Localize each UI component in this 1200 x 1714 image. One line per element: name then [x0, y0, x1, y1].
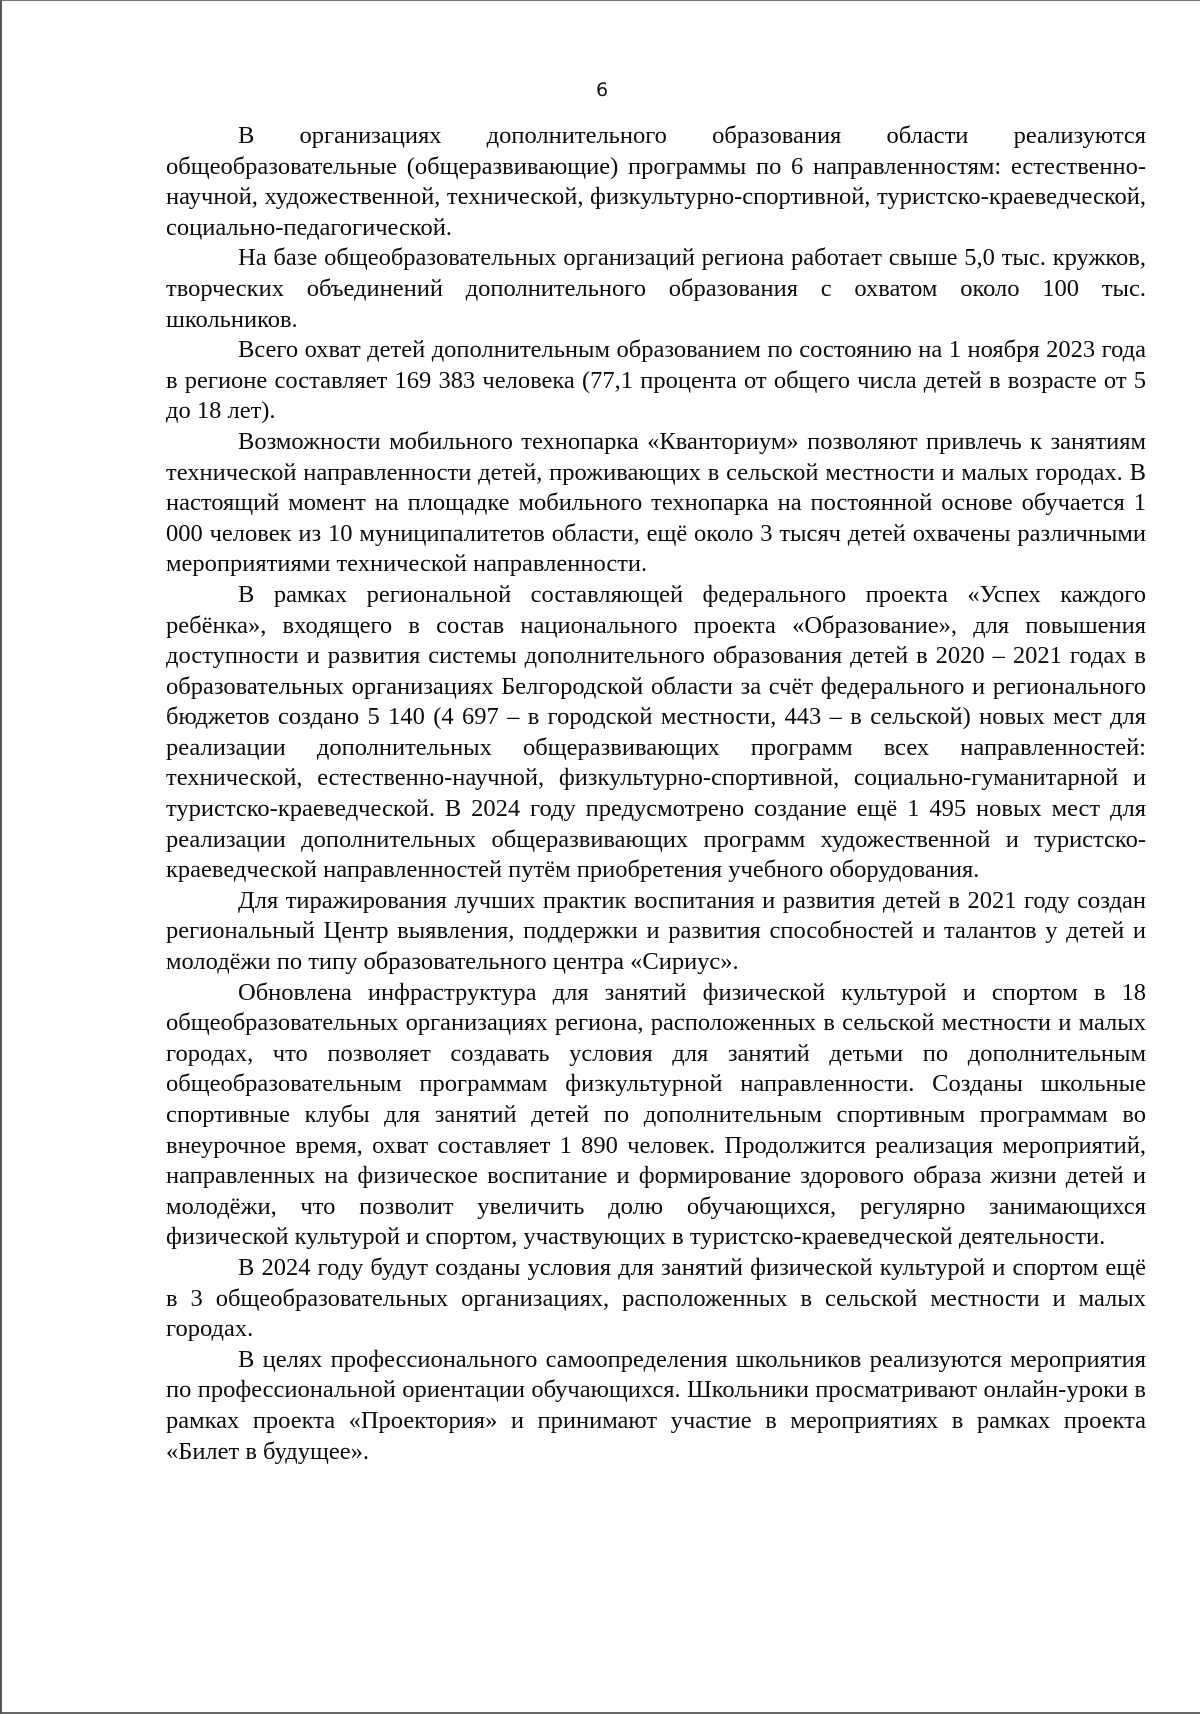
paragraph-coverage-total: Всего охват детей дополнительным образованием по состоянию на 1 ноября 2023 года в регионе составляет 169 383 человека (77,1 процента от общего числа детей в возрасте от 5 до 18 лет). — [166, 336, 1146, 425]
paragraph-school-clubs: На базе общеобразовательных организаций региона работает свыше 5,0 тыс. кружков, творческих объединений дополнительного образования с охватом около 100 тыс. школьников. — [166, 244, 1146, 333]
paragraph-career-guidance: В целях профессионального самоопределения школьников реализуются мероприятия по профессиональной ориентации обучающихся. Школьники просматривают онлайн-уроки в рамках проекта «Проектория» и принимают участие в мероприятиях в рамках проекта «Билет в будущее». — [166, 1345, 1146, 1465]
paragraph-talent-center: Для тиражирования лучших практик воспитания и развития детей в 2021 году создан региональный Центр выявления, поддержки и развития способностей и талантов у детей и молодёжи по типу образовательного центра «Сириус». — [166, 886, 1146, 976]
paragraph-sports-infrastructure: Обновлена инфраструктура для занятий физической культурой и спортом в 18 общеобразовательных организациях региона, расположенных в сельской местности и малых городах, что позволяет создавать условия для занятий детьми по дополнительным общеобразовательным программам физкультурной направленности. Созданы школьные спортивные клубы для занятий детей по дополнительным спортивным программам во внеурочное время, охват составляет 1 890 человек. Продолжится реализация мероприятий, направленных на физическое воспитание и формирование здорового образа жизни детей и молодёжи, что позволит увеличить долю обучающихся, регулярно занимающихся физической культурой и спортом, участвующих в туристско-краеведческой деятельности. — [166, 978, 1146, 1251]
paragraph-federal-project-success: В рамках региональной составляющей федерального проекта «Успех каждого ребёнка», входящего в состав национального проекта «Образование», для повышения доступности и развития системы дополнительного образования детей в 2020 – 2021 годах в образовательных организациях Белгородской области за счёт федерального и регионального бюджетов создано 5 140 (4 697 – в городской местности, 443 – в сельской) новых мест для реализации дополнительных общеразвивающих программ всех направленностей: технической, естественно-научной, физкультурно-спортивной, социально-гуманитарной и туристско-краеведческой. В 2024 году предусмотрено создание ещё 1 495 новых мест для реализации дополнительных общеразвивающих программ художественной и туристско-краеведческой направленностей путём приобретения учебного оборудования. — [166, 580, 1146, 884]
paragraph-mobile-technopark: Возможности мобильного технопарка «Кванториум» позволяют привлечь к занятиям технической направленности детей, проживающих в сельской местности и малых городах. В настоящий момент на площадке мобильного технопарка на постоянной основе обучается 1 000 человек из 10 муниципалитетов области, ещё около 3 тысяч детей охвачены различными мероприятиями технической направленности. — [166, 427, 1146, 578]
paragraph-additional-education-programs: В организациях дополнительного образования области реализуются общеобразовательные (общеразвивающие) программы по 6 направленностям: естественно-научной, художественной, технической, физкультурно-спортивной, туристско-краеведческой, социально-педагогической. — [166, 122, 1146, 241]
page-number: 6 — [595, 79, 609, 101]
paragraph-2024-sports-plans: В 2024 году будут созданы условия для занятий физической культурой и спортом ещё в 3 общеобразовательных организациях, расположенных в сельской местности и малых городах. — [166, 1253, 1146, 1343]
document-body — [166, 121, 1146, 1467]
